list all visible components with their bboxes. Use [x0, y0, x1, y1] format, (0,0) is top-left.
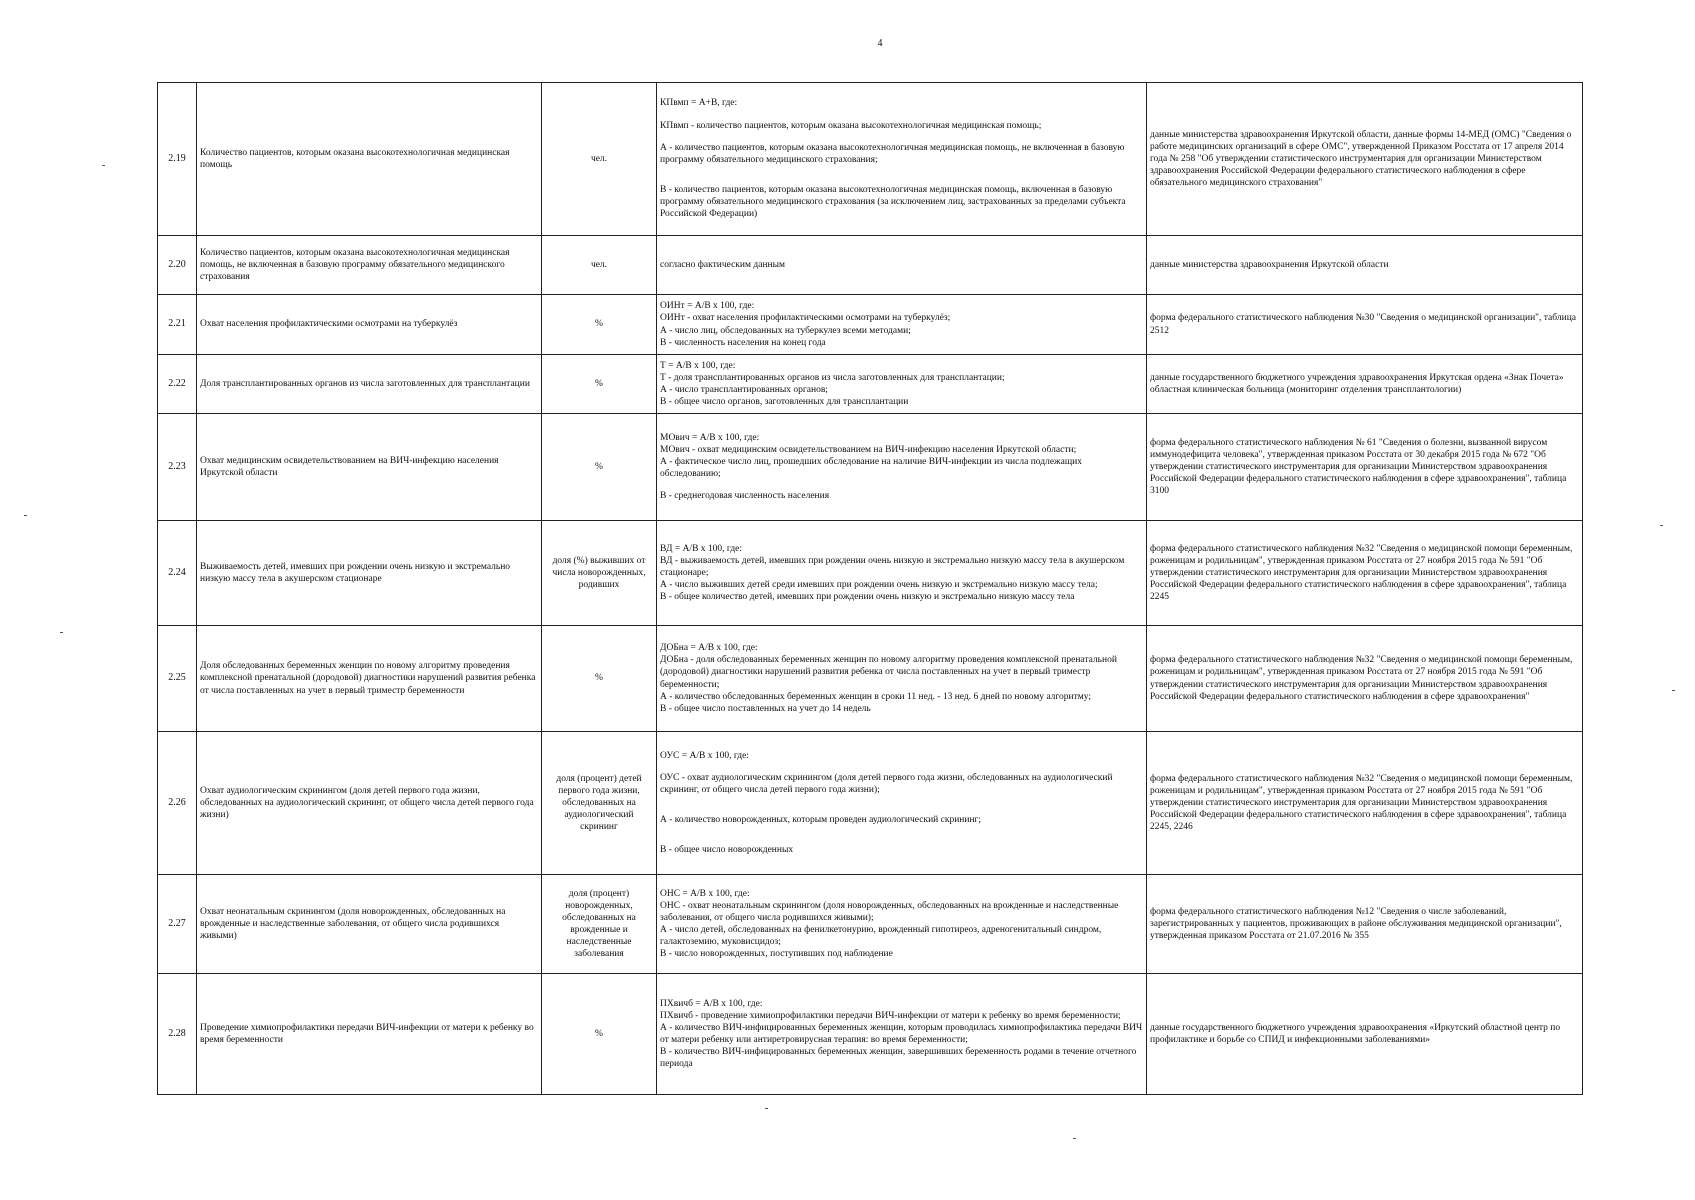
- formula-line: ДОБна - доля обследованных беременных женщин по новому алгоритму проведения комплексной пренатальной (дородовой) диагностики нарушений развития ребенка от числа поставленных на учет в первый триместр беременности;: [660, 655, 1117, 690]
- formula: [657, 295, 1147, 355]
- indicator-name: Охват аудиологическим скринингом (доля детей первого года жизни, обследованных на аудиологический скрининг, от общего числа детей первого года жизни): [197, 732, 542, 875]
- formula-line: В - общее число новорожденных: [660, 845, 794, 856]
- unit: %: [542, 974, 657, 1095]
- formula-line: ОУС - охват аудиологическим скринингом (доля детей первого года жизни, обследованных на аудиологический скрининг, от общего числа детей первого года жизни);: [660, 772, 1113, 795]
- data-source: данные государственного бюджетного учреждения здравоохранения «Иркутский областной центр по профилактике и борьбе со СПИД и инфекционными заболеваниями»: [1147, 974, 1583, 1095]
- formula-line: А - число выживших детей среди имевших при рождении очень низкую и экстремально низкую массу тела;: [660, 580, 1098, 591]
- indicator-name: Охват неонатальным скринингом (доля новорожденных, обследованных на врожденные и наследственные заболевания, от общего числа родившихся живыми): [197, 875, 542, 974]
- scan-speck: [1073, 1138, 1076, 1139]
- formula-line: А - количество обследованных беременных женщин в сроки 11 нед. - 13 нед. 6 дней по новому алгоритму;: [660, 691, 1092, 702]
- unit: %: [542, 414, 657, 521]
- unit: %: [542, 355, 657, 414]
- data-source: форма федерального статистического наблюдения № 61 "Сведения о болезни, вызванной вирусом иммунодефицита человека", утвержденная приказом Росстата от 30 декабря 2015 года № 672 "Об утверждении статистического инструментария для организации Министерством здравоохранения Российской Федерации федерального статистического наблюдения в сфере здравоохранения", таблица 3100: [1147, 414, 1583, 521]
- unit: чел.: [542, 236, 657, 295]
- formula-line: А - количество пациентов, которым оказана высокотехнологичная медицинская помощь, не включенная в базовую программу обязательного медицинского страхования;: [660, 142, 1125, 165]
- unit: доля (процент) новорожденных, обследованных на врожденные и наследственные заболевания: [542, 875, 657, 974]
- unit: доля (процент) детей первого года жизни, обследованных на аудиологический скрининг: [542, 732, 657, 875]
- indicator-name: Доля трансплантированных органов из числа заготовленных для трансплантации: [197, 355, 542, 414]
- table-row: [158, 974, 1583, 1095]
- data-source: данные министерства здравоохранения Иркутской области: [1147, 236, 1583, 295]
- indicator-name: Количество пациентов, которым оказана высокотехнологичная медицинская помощь, не включенная в базовую программу обязательного медицинского страхования: [197, 236, 542, 295]
- data-source: данные государственного бюджетного учреждения здравоохранения Иркутская ордена «Знак Почета» областная клиническая больница (мониторинг отделения трансплантологии): [1147, 355, 1583, 414]
- data-source: форма федерального статистического наблюдения №32 "Сведения о медицинской помощи беременным, роженицам и родильницам", утвержденная приказом Росстата от 27 ноября 2015 года № 591 "Об утверждении статистического инструментария для организации Министерством здравоохранения Российской Федерации федерального статистического наблюдения в сфере здравоохранения": [1147, 626, 1583, 732]
- indicator-name: Количество пациентов, которым оказана высокотехнологичная медицинская помощь: [197, 83, 542, 236]
- row-number: 2.23: [158, 414, 197, 521]
- formula-line: А - число трансплантированных органов;: [660, 385, 828, 395]
- table-row: [158, 83, 1583, 236]
- formula-line: В - общее число органов, заготовленных для трансплантации: [660, 397, 909, 408]
- formula-line: В - число новорожденных, поступивших под наблюдение: [660, 949, 893, 960]
- table-row: [158, 414, 1583, 521]
- table-row: [158, 236, 1583, 295]
- page-number: 4: [877, 38, 883, 49]
- table-row: [158, 521, 1583, 626]
- formula: [657, 626, 1147, 732]
- indicator-name: Проведение химиопрофилактики передачи ВИЧ-инфекции от матери к ребенку во время беременности: [197, 974, 542, 1095]
- indicator-name: Охват населения профилактическими осмотрами на туберкулёз: [197, 295, 542, 355]
- formula-line: ВД = А/В х 100, где:: [660, 543, 743, 554]
- scan-speck: [60, 632, 63, 633]
- data-source: форма федерального статистического наблюдения №30 "Сведения о медицинской организации", таблица 2512: [1147, 295, 1583, 355]
- formula-line: ОИНт - охват населения профилактическими осмотрами на туберкулёз;: [660, 313, 951, 324]
- indicator-name: Охват медицинским освидетельствованием на ВИЧ-инфекцию населения Иркутской области: [197, 414, 542, 521]
- unit: доля (%) выживших от числа новорожденных, родивших: [542, 521, 657, 626]
- formula-line: ПХвичб = А/В х 100, где:: [660, 998, 763, 1009]
- row-number: 2.19: [158, 83, 197, 236]
- formula: [657, 875, 1147, 974]
- data-source: форма федерального статистического наблюдения №32 "Сведения о медицинской помощи беременным, роженицам и родильницам", утвержденная приказом Росстата от 27 ноября 2015 года № 591 "Об утверждении статистического инструментария для организации Министерством здравоохранения Российской Федерации федерального статистического наблюдения в сфере здравоохранения", таблица 2245, 2246: [1147, 732, 1583, 875]
- formula-line: ПХвичб - проведение химиопрофилактики передачи ВИЧ-инфекции от матери к ребенку во время беременности;: [660, 1010, 1121, 1021]
- formula-line: А - количество ВИЧ-инфицированных беременных женщин, которым проводилась химиопрофилактика передачи ВИЧ от матери ребенку или антиретровирусная терапия: во время беременности;: [660, 1022, 1143, 1045]
- table-row: [158, 875, 1583, 974]
- unit: %: [542, 626, 657, 732]
- table-row: [158, 355, 1583, 414]
- formula-line: В - численность населения на конец года: [660, 337, 826, 348]
- scan-speck: [102, 165, 105, 166]
- row-number: 2.27: [158, 875, 197, 974]
- unit: чел.: [542, 83, 657, 236]
- scan-speck: [765, 1108, 768, 1109]
- formula: [657, 974, 1147, 1095]
- formula-line: В - количество пациентов, которым оказана высокотехнологичная медицинская помощь, включенная в базовую программу обязательного медицинского страхования (за исключением лиц, застрахованных за пределами субъекта Российской Федерации): [660, 185, 1126, 220]
- formula-line: ОНС - охват неонатальным скринингом (доля новорожденных, обследованных на врожденные и наследственные заболевания, от общего числа родившихся живыми);: [660, 900, 1119, 923]
- formula: согласно фактическим данным: [657, 236, 1147, 295]
- row-number: 2.25: [158, 626, 197, 732]
- formula-line: Т = А/В х 100, где:: [660, 360, 736, 371]
- formula-line: А - фактическое число лиц, прошедших обследование на наличие ВИЧ-инфекции из числа подлежащих обследованию;: [660, 456, 1082, 480]
- formula: [657, 414, 1147, 521]
- data-source: форма федерального статистического наблюдения №32 "Сведения о медицинской помощи беременным, роженицам и родильницам", утвержденная приказом Росстата от 27 ноября 2015 года № 591 "Об утверждении статистического инструментария для организации Министерством здравоохранения Российской Федерации федерального статистического наблюдения в сфере здравоохранения", таблица 2245: [1147, 521, 1583, 626]
- data-source: данные министерства здравоохранения Иркутской области, данные формы 14-МЕД (ОМС) "Сведения о работе медицинских организаций в сфере ОМС", утвержденной Приказом Росстата от 17 апреля 2014 года № 258 "Об утверждении статистического инструментария для организации Министерством здравоохранения Российской Федерации федерального статистического наблюдения в сфере обязательного медицинского страхования": [1147, 83, 1583, 236]
- scan-speck: [24, 515, 27, 516]
- formula-line: А - количество новорожденных, которым проведен аудиологический скрининг;: [660, 815, 982, 826]
- formula-line: А - число лиц, обследованных на туберкулез всеми методами;: [660, 325, 911, 336]
- formula: [657, 732, 1147, 875]
- formula-line: А - число детей, обследованных на фенилкетонурию, врожденный гипотиреоз, адреногенитальный синдром, галактоземию, муковисцидоз;: [660, 925, 1102, 948]
- scan-speck: [1672, 690, 1675, 691]
- indicator-name: Доля обследованных беременных женщин по новому алгоритму проведения комплексной пренатальной (дородовой) диагностики нарушений развития ребенка от числа поставленных на учет в первый триместр беременности: [197, 626, 542, 732]
- scan-speck: [1660, 525, 1663, 526]
- indicators-table: [157, 82, 1583, 1095]
- formula-line: В - общее количество детей, имевших при рождении очень низкую и экстремально низкую массу тела: [660, 592, 1075, 603]
- formula-line: ВД - выживаемость детей, имевших при рождении очень низкую и экстремально низкую массу тела в акушерском стационаре;: [660, 555, 1125, 578]
- table-row: [158, 295, 1583, 355]
- formula-line: КПвмп = А+В, где:: [660, 98, 738, 109]
- formula-line: В - общее число поставленных на учет до 14 недель: [660, 703, 871, 714]
- row-number: 2.22: [158, 355, 197, 414]
- formula: [657, 83, 1147, 236]
- unit: %: [542, 295, 657, 355]
- row-number: 2.26: [158, 732, 197, 875]
- table-row: [158, 626, 1583, 732]
- row-number: 2.20: [158, 236, 197, 295]
- formula-line: МОвич - охват медицинским освидетельствованием на ВИЧ-инфекцию населения Иркутской области;: [660, 444, 1077, 455]
- formula-line: КПвмп - количество пациентов, которым оказана высокотехнологичная медицинская помощь;: [660, 120, 1042, 131]
- formula-line: ДОБна = А/В х 100, где:: [660, 643, 758, 654]
- formula-line: В - количество ВИЧ-инфицированных беременных женщин, завершивших беременность родами в течение отчетного периода: [660, 1047, 1137, 1070]
- indicator-name: Выживаемость детей, имевших при рождении очень низкую и экстремально низкую массу тела в акушерском стационаре: [197, 521, 542, 626]
- row-number: 2.28: [158, 974, 197, 1095]
- row-number: 2.21: [158, 295, 197, 355]
- formula-line: ОИНт = А/В х 100, где:: [660, 301, 755, 312]
- formula-line: МОвич = А/В х 100, где:: [660, 432, 760, 443]
- formula-line: ОНС = А/В х 100, где:: [660, 888, 750, 899]
- formula-line: ОУС = А/В х 100, где:: [660, 750, 749, 761]
- table-row: [158, 732, 1583, 875]
- formula-line: В - среднегодовая численность населения: [660, 491, 830, 502]
- formula-line: Т - доля трансплантированных органов из числа заготовленных для трансплантации;: [660, 372, 1005, 383]
- formula: [657, 355, 1147, 414]
- row-number: 2.24: [158, 521, 197, 626]
- formula: [657, 521, 1147, 626]
- data-source: форма федерального статистического наблюдения №12 "Сведения о числе заболеваний, зарегистрированных у пациентов, проживающих в районе обслуживания медицинской организации", утвержденная приказом Росстата от 21.07.2016 № 355: [1147, 875, 1583, 974]
